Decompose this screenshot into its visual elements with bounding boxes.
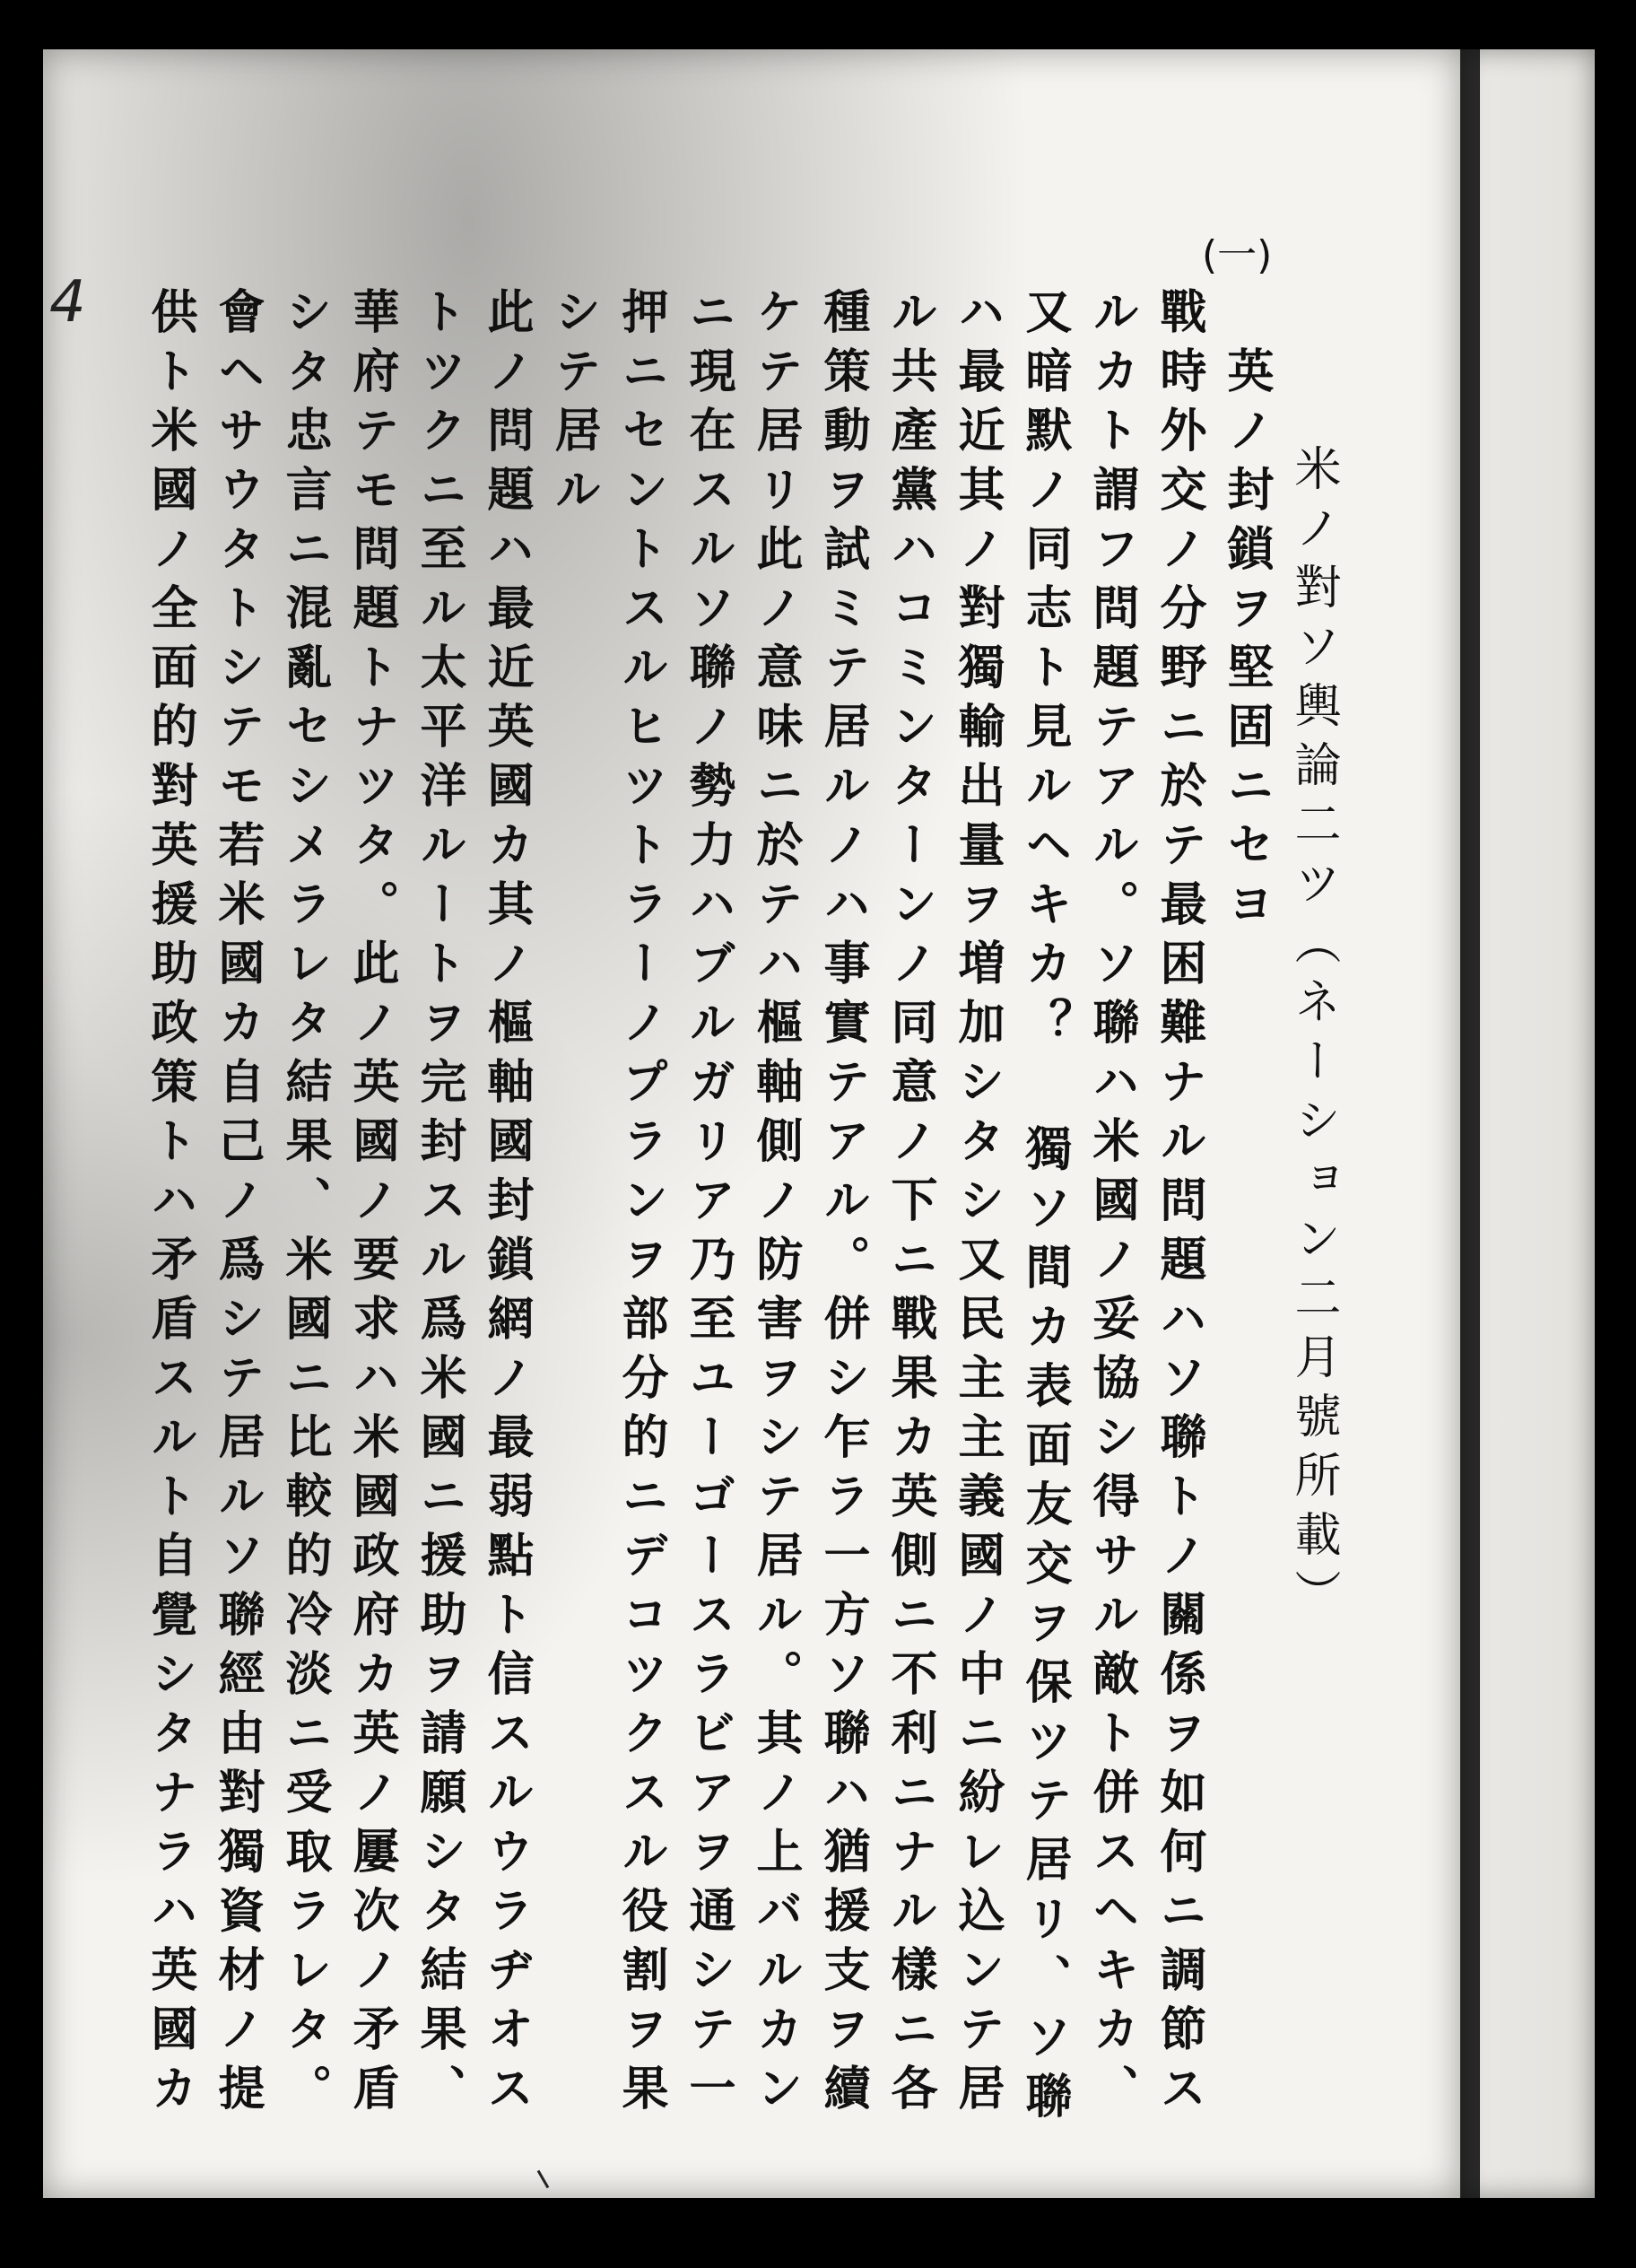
text-column: 又暗默ノ同志ト見ルヘキカ？ 獨ソ間カ表面友交ヲ保ツテ居リ、ソ聯 [1017,287,1072,2131]
text-column: シテ居ル [546,287,601,524]
text-column: トツクニ至ル太平洋ルートヲ完封スル爲米國ニ援助ヲ請願シタ結果、 [412,287,466,2123]
text-column: ケテ居リ此ノ意味ニ於テハ樞軸側ノ防害ヲシテ居ル。其ノ上バルカン [748,287,803,2123]
text-column: 此ノ問題ハ最近英國カ其ノ樞軸國封鎖網ノ最弱點ト信スルウラヂオス [479,287,534,2123]
page-number: 4 [49,269,86,336]
text-column: 華府テモ問題トナツタ。此ノ英國ノ要求ハ米國政府カ英ノ屢次ノ矛盾 [344,287,399,2123]
text-column: シタ忠言ニ混亂セシメラレタ結果、米國ニ比較的冷淡ニ受取ラレタ。 [277,287,332,2123]
text-column: ルカト謂フ問題テアル。ソ聯ハ米國ノ妥協シ得サル敵ト併スヘキカ、 [1084,287,1139,2123]
section-mark: (一) [1202,232,1273,278]
text-column: ニ現在スルソ聯ノ勢力ハブルガリア乃至ユーゴースラビアヲ通シテ一 [681,287,735,2123]
text-column: 供ト米國ノ全面的對英援助政策トハ矛盾スルト自覺シタナラハ英國カ [143,287,197,2123]
text-column: ハ最近其ノ對獨輸出量ヲ増加シタシ又民主主義國ノ中ニ紛レ込ンテ居 [950,287,1005,2123]
vertical-text-block [94,287,1341,2131]
text-column: 會ヘサウタトシテモ若米國カ自己ノ爲シテ居ルソ聯經由對獨資材ノ提 [210,287,265,2123]
text-column: 押ニセントスルヒツトラーノプランヲ部分的ニデコツクスル役割ヲ果 [614,287,668,2123]
text-column: ル共產黨ハコミンターンノ同意ノ下ニ戰果カ英側ニ不利ニナル樣ニ各 [883,287,937,2123]
article-title: 米ノ對ソ輿論二ツ（ネーション二月號所載） [1286,444,1340,1628]
text-column: 種策動ヲ試ミテ居ルノハ事實テアル。併シ乍ラ一方ソ聯ハ猶援支ヲ續 [815,287,870,2123]
text-column: 英ノ封鎖ヲ堅固ニセヨ [1219,346,1274,938]
page-edge [1460,49,1595,2198]
text-column: 戰時外交ノ分野ニ於テ最困難ナル問題ハソ聯トノ關係ヲ如何ニ調節ス [1152,287,1206,2123]
